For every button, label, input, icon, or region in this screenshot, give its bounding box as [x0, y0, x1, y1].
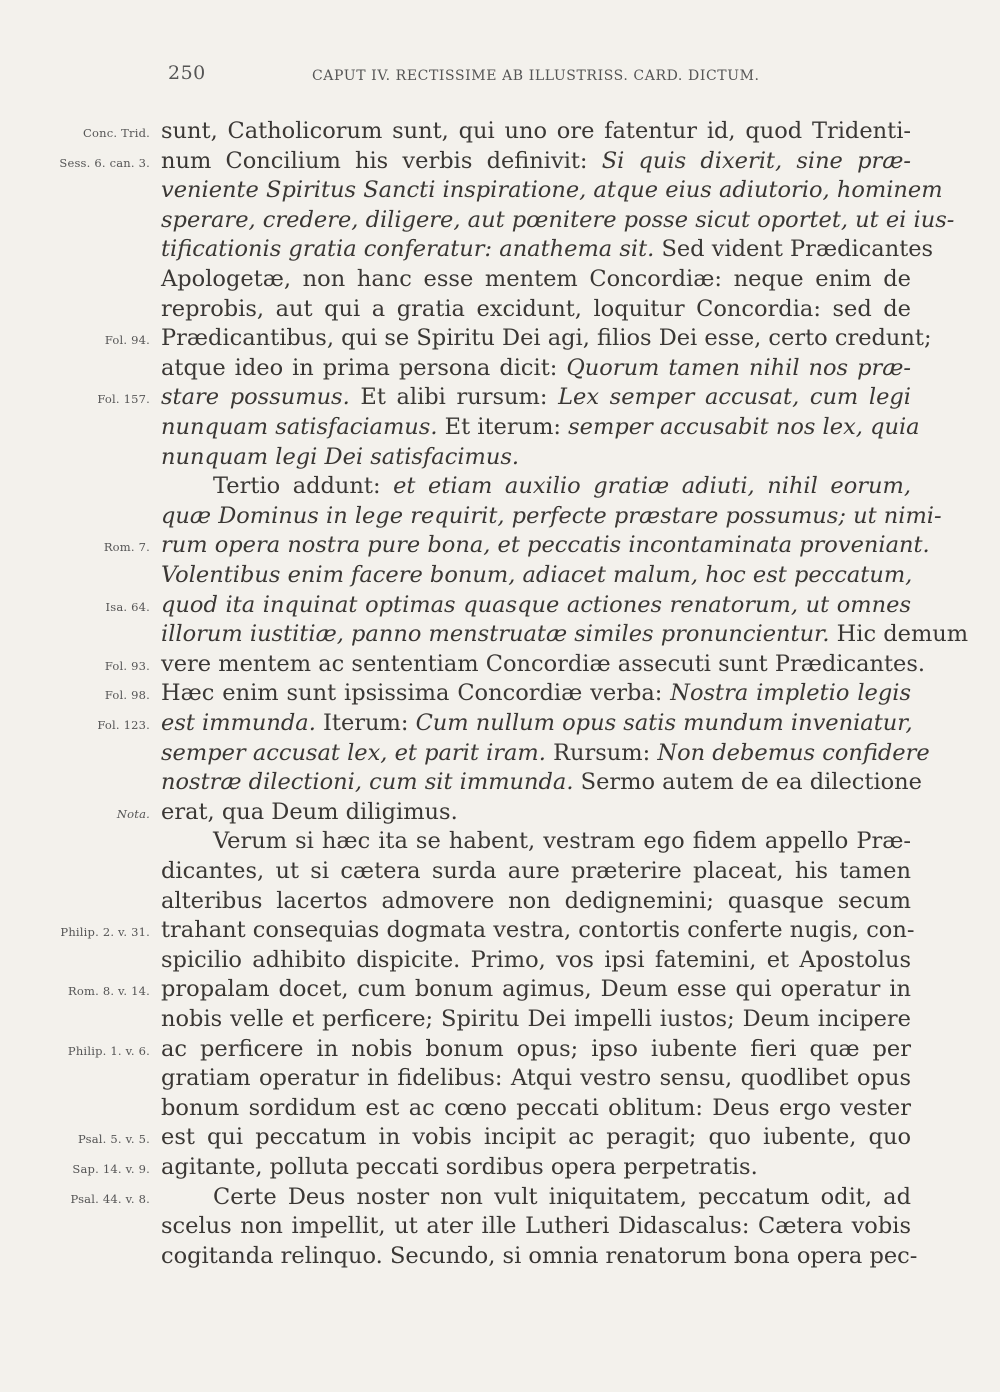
italic-quote: Cum nullum opus satis mundum inveniatur, — [415, 710, 913, 736]
margin-note: Fol. 98. — [104, 688, 150, 703]
text-segment: Apologetæ, non hanc esse mentem Concordiæ: neque enim de — [161, 266, 911, 292]
text-line — [161, 234, 934, 264]
text-segment: Iterum: — [315, 710, 416, 736]
text-line — [161, 767, 922, 797]
margin-note: Rom. 7. — [103, 540, 150, 555]
text-segment: Sermo autem de ea dilectione — [573, 769, 922, 796]
text-line — [161, 1093, 911, 1123]
italic-quote: quæ Dominus in lege requirit, perfecte præstare possumus; ut nimi- — [161, 502, 942, 529]
text-line — [161, 530, 930, 560]
text-segment: Prædicantibus, qui se Spiritu Dei agi, filios Dei esse, certo credunt; — [161, 325, 932, 352]
italic-quote: Non debemus confidere — [657, 739, 930, 766]
text-line — [161, 945, 911, 975]
text-segment: est qui peccatum in vobis incipit ac peragit; quo iubente, quo — [161, 1124, 911, 1151]
text-line — [161, 175, 943, 205]
italic-quote: Quorum tamen nihil nos præ- — [566, 354, 911, 381]
text-line — [161, 886, 911, 916]
text-line — [161, 590, 911, 620]
italic-quote: nunquam legi Dei satisfacimus. — [161, 443, 520, 470]
text-line — [161, 1211, 911, 1241]
text-segment: Hic demum — [829, 621, 969, 648]
text-segment: Et alibi rursum: — [349, 384, 559, 411]
text-segment: Rursum: — [545, 739, 658, 766]
text-line — [161, 1152, 911, 1182]
text-line — [161, 116, 911, 146]
text-line — [161, 323, 932, 353]
margin-note: Sess. 6. can. 3. — [59, 155, 150, 170]
text-segment: bonum sordidum est ac cœno peccati oblitum: Deus ergo vester — [161, 1094, 911, 1121]
text-segment: reprobis, aut qui a gratia excidunt, loquitur Concordia: sed de — [161, 295, 911, 322]
margin-note: Philip. 1. v. 6. — [67, 1043, 150, 1058]
margin-note: Fol. 157. — [97, 392, 150, 407]
text-segment: Certe Deus noster non vult iniquitatem, peccatum odit, ad — [213, 1183, 911, 1210]
margin-note: Psal. 44. v. 8. — [70, 1191, 150, 1206]
margin-note: Psal. 5. v. 5. — [77, 1132, 150, 1147]
text-line — [161, 1182, 911, 1212]
text-line — [161, 382, 911, 412]
margin-note: Isa. 64. — [105, 599, 150, 614]
text-line — [161, 738, 930, 768]
italic-quote: nostræ dilectioni, cum sit immunda. — [161, 769, 574, 796]
text-segment: ac perficere in nobis bonum opus; ipso iubente fieri quæ per — [161, 1035, 911, 1062]
text-line — [161, 708, 911, 738]
italic-quote: Nostra impletio legis — [670, 680, 911, 707]
text-line — [161, 678, 911, 708]
italic-quote: illorum iustitiæ, panno menstruatæ similes pronuncientur. — [161, 621, 830, 648]
text-line — [161, 1241, 918, 1271]
italic-quote: Lex semper accusat, cum legi — [558, 384, 912, 411]
italic-quote: stare possumus. — [161, 384, 350, 411]
text-line — [161, 619, 969, 649]
text-line — [161, 412, 920, 442]
italic-quote: Volentibus enim facere bonum, adiacet malum, hoc est peccatum, — [161, 562, 913, 588]
margin-note: Conc. Trid. — [83, 126, 150, 140]
text-segment: propalam docet, cum bonum agimus, Deum esse qui operatur in — [161, 976, 911, 1003]
text-segment: atque ideo in prima persona dicit: — [161, 354, 567, 381]
margin-note: Rom. 8. v. 14. — [68, 984, 150, 999]
text-line — [161, 649, 926, 679]
italic-quote: est immunda. — [161, 710, 316, 736]
page-number: 250 — [168, 62, 206, 84]
text-segment: sunt, Catholicorum sunt, qui uno ore fatentur id, quod Tridenti- — [161, 118, 911, 144]
text-segment: Hæc enim sunt ipsissima Concordiæ verba: — [161, 680, 671, 707]
italic-quote: nunquam satisfaciamus. — [161, 414, 438, 440]
text-line — [161, 560, 911, 590]
text-line — [161, 826, 911, 856]
italic-quote: tificationis gratia conferatur: anathema sit. — [161, 236, 655, 263]
italic-quote: Si quis dixerit, sine præ- — [601, 147, 911, 174]
text-segment: dicantes, ut si cætera surda aure præterire placeat, his tamen — [161, 858, 911, 884]
margin-note: Nota. — [116, 806, 150, 821]
text-segment: alteribus lacertos admovere non dedignemini; quasque secum — [161, 887, 911, 914]
text-segment: scelus non impellit, ut ater ille Lutheri Didascalus: Cætera vobis — [161, 1213, 911, 1240]
text-segment: Verum si hæc ita se habent, vestram ego fidem appello Præ- — [213, 828, 911, 855]
text-line — [161, 294, 911, 324]
margin-note: Fol. 123. — [97, 718, 150, 732]
margin-note: Philip. 2. v. 31. — [60, 925, 150, 940]
text-segment: cogitanda relinquo. Secundo, si omnia renatorum bona opera pec- — [161, 1242, 918, 1269]
text-segment: Et iterum: — [437, 414, 569, 440]
italic-quote: rum opera nostra pure bona, et peccatis incontaminata proveniant. — [161, 532, 930, 559]
text-line — [161, 442, 911, 472]
text-line — [161, 353, 911, 383]
text-line — [161, 974, 911, 1004]
text-segment: num Concilium his verbis definivit: — [161, 147, 602, 174]
text-segment: erat, qua Deum diligimus. — [161, 798, 458, 825]
italic-quote: semper accusabit nos lex, quia — [568, 414, 920, 440]
text-segment: agitante, polluta peccati sordibus opera perpetratis. — [161, 1154, 758, 1180]
text-line — [161, 915, 915, 945]
margin-note: Fol. 93. — [104, 658, 150, 673]
text-segment: trahant consequias dogmata vestra, contortis conferte nugis, con- — [161, 917, 915, 944]
text-segment: Tertio addunt: — [213, 473, 394, 500]
italic-quote: et etiam auxilio gratiæ adiuti, nihil eorum, — [393, 473, 911, 500]
margin-note: Sap. 14. v. 9. — [72, 1162, 150, 1176]
text-line — [161, 1034, 911, 1064]
text-segment: vere mentem ac sententiam Concordiæ assecuti sunt Prædicantes. — [161, 650, 926, 677]
text-segment: Sed vident Prædicantes — [654, 236, 934, 263]
text-segment: spicilio adhibito dispicite. Primo, vos ipsi fatemini, et Apostolus — [161, 946, 911, 973]
text-line — [161, 205, 955, 235]
italic-quote: veniente Spiritus Sancti inspiratione, atque eius adiutorio, hominem — [161, 177, 943, 204]
text-line — [161, 1063, 911, 1093]
text-segment: nobis velle et perficere; Spiritu Dei impelli iustos; Deum incipere — [161, 1006, 911, 1032]
italic-quote: semper accusat lex, et parit iram. — [161, 739, 546, 766]
text-segment: gratiam operatur in fidelibus: Atqui vestro sensu, quodlibet opus — [161, 1065, 911, 1092]
italic-quote: quod ita inquinat optimas quasque actiones renatorum, ut omnes — [161, 591, 911, 618]
text-line — [161, 856, 911, 886]
italic-quote: sperare, credere, diligere, aut pœnitere posse sicut oportet, ut ei ius- — [161, 206, 955, 233]
margin-note: Fol. 94. — [104, 333, 150, 348]
running-head: CAPUT IV. RECTISSIME AB ILLUSTRISS. CARD. DICTUM. — [312, 68, 760, 84]
text-line — [161, 264, 911, 294]
text-line — [161, 1004, 911, 1034]
text-line — [161, 797, 911, 827]
text-line — [161, 501, 942, 531]
text-line — [161, 146, 911, 176]
text-line — [161, 1122, 911, 1152]
text-line — [161, 471, 911, 501]
